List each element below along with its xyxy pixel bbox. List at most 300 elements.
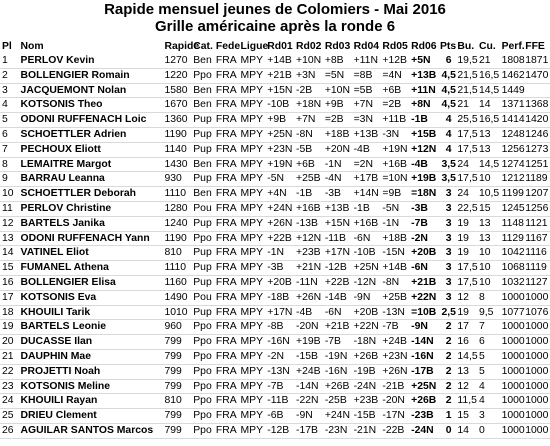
cell-pl: 3	[2, 84, 8, 96]
cell-rd01: -6B	[267, 410, 284, 422]
cell-federation: FRA	[215, 188, 237, 200]
cell-category: Ben	[193, 99, 212, 111]
column-header-rd01: Rd01	[267, 41, 293, 52]
cell-rd05: -13N	[382, 306, 405, 318]
cell-rd03: +20N	[324, 143, 350, 155]
cell-buchholz: 24	[457, 158, 469, 170]
cell-rd05: -15N	[382, 247, 405, 259]
cell-pl: 20	[2, 336, 14, 348]
cell-cumulative: 16,5	[478, 114, 500, 126]
cell-league: MPY	[240, 143, 264, 155]
cell-pl: 2	[2, 69, 8, 81]
cell-cumulative: 7	[478, 321, 485, 333]
cell-rd06: -2N	[411, 232, 428, 244]
cell-ffe: 1121	[525, 217, 548, 229]
cell-name: BARRAU Leanna	[20, 173, 105, 185]
cell-category: Pou	[193, 202, 212, 214]
cell-rd03: +26B	[324, 380, 350, 392]
table-row	[0, 187, 550, 202]
cell-cumulative: 5	[478, 365, 485, 377]
cell-rd03: +18B	[324, 128, 350, 140]
cell-rd03: +9B	[324, 99, 344, 111]
cell-rd02: +16B	[296, 202, 321, 214]
cell-pl: 11	[2, 202, 13, 214]
cell-rd02: +23B	[296, 247, 321, 259]
cell-rd06: -23B	[411, 410, 434, 422]
cell-rating: 799	[164, 424, 182, 436]
cell-buchholz: 17,5	[457, 128, 478, 140]
cell-league: MPY	[240, 202, 264, 214]
cell-performance: 1077	[501, 306, 525, 318]
cell-ffe: 1000	[525, 380, 549, 392]
cell-performance: 1000	[501, 395, 525, 407]
cell-rd01: +26N	[267, 217, 293, 229]
cell-cumulative: 10	[478, 173, 491, 185]
cell-points: 2	[445, 321, 452, 333]
cell-league: MPY	[240, 84, 264, 96]
cell-performance: 1256	[501, 143, 525, 155]
cell-points: 3	[445, 247, 452, 259]
cell-federation: FRA	[215, 55, 237, 66]
cell-points: 2	[445, 365, 452, 377]
cell-rd02: +6B	[296, 158, 315, 170]
cell-rd02: +7N	[296, 114, 316, 126]
column-header-pl: Pl	[2, 41, 12, 52]
cell-rating: 799	[164, 365, 182, 377]
cell-name: KOTSONIS Theo	[20, 99, 103, 111]
cell-performance: 1000	[501, 424, 525, 436]
cell-rating: 1270	[164, 55, 188, 66]
cell-rd06: -17B	[411, 365, 434, 377]
cell-pl: 10	[2, 188, 14, 200]
cell-rd02: -11N	[296, 276, 318, 288]
cell-performance: 1042	[501, 247, 525, 259]
cell-rd06: +12N	[411, 143, 437, 155]
cell-rd04: +13B	[353, 128, 379, 140]
cell-performance: 1000	[501, 321, 525, 333]
cell-ffe: 1420	[525, 114, 549, 126]
cell-rating: 1240	[164, 217, 188, 229]
table-body	[0, 54, 550, 438]
cell-rd06: -16N	[411, 350, 434, 362]
cell-name: KHOUILI Rayan	[20, 395, 98, 407]
cell-rd04: +20B	[353, 306, 379, 318]
cell-rd02: -5B	[296, 143, 313, 155]
cell-rating: 799	[164, 350, 182, 362]
cell-points: 4,5	[441, 99, 456, 111]
cell-pl: 14	[2, 247, 14, 259]
cell-category: Ben	[193, 84, 212, 96]
cell-rd04: +26B	[353, 350, 379, 362]
cell-performance: 1000	[501, 336, 525, 348]
cell-ffe: 1116	[525, 247, 547, 259]
cell-rd02: -17B	[296, 424, 318, 436]
cell-performance: 1032	[501, 276, 525, 288]
cell-rd03: -12B	[324, 262, 347, 274]
cell-ffe: 1871	[525, 55, 549, 66]
cell-rd01: -3B	[267, 262, 284, 274]
cell-league: MPY	[240, 350, 264, 362]
cell-ffe: 1076	[525, 306, 549, 318]
cell-rd02: -15B	[296, 350, 318, 362]
cell-category: Ppo	[193, 232, 212, 244]
column-header-perf: Perf.	[501, 41, 525, 52]
cell-rd04: +17B	[353, 173, 379, 185]
cell-rd06: -14N	[411, 336, 434, 348]
cell-name: BARTELS Leonie	[20, 321, 106, 333]
cell-performance: 1000	[501, 291, 525, 303]
table-row	[0, 142, 550, 157]
cell-rd02: -14N	[296, 380, 319, 392]
cell-name: SCHOETTLER Adrien	[20, 128, 127, 140]
cell-rd02: +26N	[296, 291, 322, 303]
cell-rd04: -12N	[353, 276, 377, 288]
cell-buchholz: 17,5	[457, 173, 478, 185]
cell-rd03: +21B	[324, 321, 350, 333]
cell-rating: 1670	[164, 99, 188, 111]
cell-league: MPY	[240, 276, 264, 288]
table-row	[0, 290, 550, 305]
cell-rd06: -9N	[411, 321, 428, 333]
cell-buchholz: 14,5	[457, 350, 478, 362]
cell-rd01: -13N	[267, 365, 290, 377]
table-row	[0, 349, 550, 364]
cell-name: LEMAITRE Margot	[20, 158, 112, 170]
cell-rating: 799	[164, 336, 182, 348]
cell-rd01: +15N	[267, 84, 293, 96]
cell-rating: 799	[164, 410, 182, 422]
cell-buchholz: 21,5	[457, 84, 478, 96]
table-row	[0, 68, 550, 83]
cell-rd06: +22N	[411, 291, 437, 303]
cell-performance: 1129	[501, 232, 524, 244]
table-row	[0, 320, 550, 335]
cell-rd06: +8N	[411, 99, 431, 111]
standings-table	[0, 39, 550, 439]
cell-rd04: -10B	[353, 247, 376, 259]
cell-performance: 1449	[501, 84, 525, 96]
cell-federation: FRA	[215, 395, 237, 407]
cell-rd01: +24N	[267, 202, 293, 214]
cell-points: 3	[445, 276, 452, 288]
cell-buchholz: 19	[457, 306, 469, 318]
cell-rating: 1190	[164, 232, 187, 244]
cell-name: AGUILAR SANTOS Marcos	[20, 424, 154, 436]
cell-category: Pup	[193, 143, 212, 155]
cell-ffe: 1368	[525, 99, 549, 111]
cell-buchholz: 21	[457, 99, 469, 111]
cell-rd03: +10N	[324, 84, 350, 96]
cell-pl: 16	[2, 276, 14, 288]
cell-buchholz: 24	[457, 188, 469, 200]
cell-rd05: +14B	[382, 262, 407, 274]
cell-category: Ben	[193, 188, 212, 200]
cell-league: MPY	[240, 365, 264, 377]
cell-rd06: =10B	[411, 306, 437, 318]
column-header-rapide: Rapide	[164, 41, 200, 52]
cell-rd01: -7B	[267, 380, 284, 392]
cell-cumulative: 13	[478, 128, 491, 140]
cell-ffe: 1189	[525, 173, 548, 185]
cell-cumulative: 14	[478, 99, 491, 111]
cell-federation: FRA	[215, 158, 237, 170]
cell-pl: 19	[2, 321, 14, 333]
cell-rd05: +18B	[382, 232, 407, 244]
cell-ffe: 1167	[525, 232, 548, 244]
cell-category: Ben	[193, 158, 212, 170]
cell-cumulative: 13	[478, 217, 491, 229]
cell-league: MPY	[240, 306, 264, 318]
cell-rd01: -2N	[267, 350, 284, 362]
cell-rd04: =3N	[353, 114, 373, 126]
cell-performance: 1248	[501, 128, 525, 140]
table-row	[0, 127, 550, 142]
cell-rd05: +23N	[382, 350, 408, 362]
cell-rd06: +19B	[411, 173, 437, 185]
cell-name: VATINEL Eliot	[20, 247, 89, 259]
cell-rd01: -16N	[267, 336, 290, 348]
cell-performance: 1148	[501, 217, 524, 229]
cell-buchholz: 19	[457, 247, 469, 259]
cell-cumulative: 21	[478, 55, 491, 66]
cell-rd05: +24B	[382, 336, 407, 348]
cell-rd01: +22B	[267, 232, 292, 244]
cell-pl: 6	[2, 128, 8, 140]
cell-rd04: -21N	[353, 424, 377, 436]
column-header-cat: Cat.	[193, 41, 213, 52]
cell-pl: 5	[2, 114, 8, 126]
cell-ffe: 1207	[525, 188, 549, 200]
cell-rd03: -25B	[324, 395, 347, 407]
cell-cumulative: 9,5	[478, 306, 494, 318]
table-row	[0, 83, 550, 98]
cell-category: Ben	[193, 55, 212, 66]
cell-category: Pup	[193, 262, 212, 274]
cell-rd04: =2N	[353, 158, 373, 170]
cell-federation: FRA	[215, 321, 237, 333]
cell-federation: FRA	[215, 306, 237, 318]
cell-rd01: +20B	[267, 276, 292, 288]
table-row	[0, 409, 550, 424]
cell-rating: 1110	[164, 262, 187, 274]
cell-rd03: -1N	[324, 158, 342, 170]
table-row	[0, 157, 550, 172]
cell-rd03: -11B	[324, 232, 346, 244]
cell-name: DRIEU Clement	[20, 410, 97, 422]
cell-rd03: -7B	[324, 336, 341, 348]
cell-buchholz: 11,5	[457, 395, 477, 407]
cell-rd02: -13B	[296, 217, 318, 229]
cell-points: 2	[445, 380, 452, 392]
cell-federation: FRA	[215, 202, 237, 214]
cell-points: 3,5	[441, 158, 456, 170]
cell-rd06: =18N	[411, 188, 437, 200]
cell-league: MPY	[240, 247, 264, 259]
table-row	[0, 231, 550, 246]
page-title: Rapide mensuel jeunes de Colomiers - Mai 2016	[104, 1, 446, 18]
cell-rd01: +25N	[267, 128, 293, 140]
cell-federation: FRA	[215, 128, 237, 140]
table-row	[0, 275, 550, 290]
cell-rd02: -8N	[296, 128, 313, 140]
table-row	[0, 305, 550, 320]
cell-rd04: -1B	[353, 202, 370, 214]
cell-points: 4	[445, 114, 452, 126]
cell-rd03: -23N	[324, 424, 348, 436]
cell-points: 6	[445, 55, 452, 66]
column-header-ffe: FFE	[525, 41, 545, 52]
column-header-cu: Cu.	[478, 41, 496, 52]
cell-rating: 1160	[164, 276, 187, 288]
cell-rating: 1280	[164, 202, 188, 214]
cell-cumulative: 4	[478, 380, 485, 392]
cell-rating: 810	[164, 247, 182, 259]
cell-cumulative: 10,5	[478, 188, 500, 200]
table-row	[0, 98, 550, 113]
cell-rd04: -4B	[353, 143, 370, 155]
cell-rd04: -6N	[353, 232, 371, 244]
cell-rd01: +4N	[267, 188, 287, 200]
table-row	[0, 261, 550, 276]
cell-cumulative: 15	[478, 202, 491, 214]
cell-pl: 12	[2, 217, 14, 229]
cell-rd03: -16N	[324, 365, 348, 377]
cell-rd06: -6N	[411, 262, 428, 274]
cell-buchholz: 15	[457, 410, 469, 422]
cell-pl: 1	[2, 55, 8, 66]
cell-rd04: +11N	[353, 55, 378, 66]
cell-performance: 1000	[501, 380, 525, 392]
cell-name: BOLLENGIER Romain	[20, 69, 130, 81]
cell-league: MPY	[240, 173, 264, 185]
cell-name: ODONI RUFFENACH Loic	[20, 114, 147, 126]
cell-league: MPY	[240, 217, 264, 229]
cell-rd02: +3N	[296, 69, 316, 81]
cell-federation: FRA	[215, 114, 237, 126]
cell-federation: FRA	[215, 336, 237, 348]
cell-league: MPY	[240, 114, 264, 126]
cell-points: 2	[445, 395, 452, 407]
cell-rating: 1190	[164, 128, 187, 140]
cell-points: 1	[445, 410, 452, 422]
cell-rd02: +10N	[296, 55, 322, 66]
cell-rating: 1110	[164, 188, 187, 200]
cell-rd05: +11B	[382, 114, 407, 126]
cell-rating: 930	[164, 173, 182, 185]
cell-pl: 9	[2, 173, 8, 185]
cell-league: MPY	[240, 410, 264, 422]
cell-league: MPY	[240, 291, 264, 303]
table-row	[0, 364, 550, 379]
cell-rd05: +19N	[382, 143, 408, 155]
cell-ffe: 1470	[525, 69, 549, 81]
cell-category: Ppo	[193, 424, 212, 436]
cell-name: PROJETTI Noah	[20, 365, 101, 377]
cell-federation: FRA	[215, 424, 237, 436]
cell-category: Ppo	[193, 395, 212, 407]
cell-ffe: 1119	[525, 262, 547, 274]
cell-rd01: -1N	[267, 247, 284, 259]
cell-federation: FRA	[215, 247, 237, 259]
cell-rd04: +25N	[353, 262, 379, 274]
cell-federation: FRA	[215, 173, 237, 185]
cell-rd05: -8N	[382, 276, 400, 288]
cell-buchholz: 19	[457, 217, 469, 229]
cell-rd02: -4B	[296, 306, 313, 318]
cell-federation: FRA	[215, 99, 237, 111]
cell-ffe: 1000	[525, 350, 549, 362]
cell-rd01: -10B	[267, 99, 290, 111]
cell-cumulative: 14,5	[478, 158, 500, 170]
cell-rd05: +12B	[382, 55, 407, 66]
cell-rd03: -4N	[324, 173, 342, 185]
cell-league: MPY	[240, 262, 264, 274]
cell-rd02: +19B	[296, 336, 321, 348]
column-header-pts: Pts	[439, 41, 457, 52]
column-header-fede: Fede	[215, 41, 241, 52]
cell-buchholz: 17,5	[457, 276, 478, 288]
cell-rd03: =2B	[324, 114, 344, 126]
cell-league: MPY	[240, 99, 264, 111]
cell-pl: 23	[2, 380, 14, 392]
cell-cumulative: 6	[478, 336, 485, 348]
cell-rd02: +25B	[296, 173, 321, 185]
cell-rd03: +24N	[324, 410, 350, 422]
cell-cumulative: 13	[478, 232, 491, 244]
cell-rd05: -7B	[382, 321, 399, 333]
cell-rd03: +8B	[324, 55, 344, 66]
cell-name: KOTSONIS Meline	[20, 380, 111, 392]
cell-rating: 1010	[164, 306, 188, 318]
cell-category: Pup	[193, 173, 212, 185]
cell-pl: 4	[2, 99, 8, 111]
cell-performance: 1212	[501, 173, 525, 185]
cell-cumulative: 4	[478, 395, 485, 407]
cell-name: BOLLENGIER Elisa	[20, 276, 116, 288]
cell-rd02: -2B	[296, 84, 313, 96]
cell-rd06: +5N	[411, 55, 431, 66]
cell-category: Ppo	[193, 336, 212, 348]
cell-points: 3	[445, 291, 452, 303]
cell-performance: 1414	[501, 114, 525, 126]
table-row	[0, 379, 550, 394]
cell-cumulative: 10	[478, 262, 491, 274]
cell-rd04: =5B	[353, 84, 373, 96]
cell-rating: 1430	[164, 158, 188, 170]
cell-points: 3,5	[441, 173, 456, 185]
header-row	[0, 39, 550, 54]
cell-points: 4,5	[441, 69, 456, 81]
cell-buchholz: 12	[457, 380, 469, 392]
cell-rd03: +22B	[324, 276, 350, 288]
cell-rd04: +23B	[353, 395, 379, 407]
column-header-nom: Nom	[20, 41, 44, 52]
table-row	[0, 201, 550, 216]
cell-rating: 810	[164, 395, 182, 407]
cell-rd05: -5N	[382, 202, 400, 214]
cell-pl: 7	[2, 143, 8, 155]
cell-ffe: 1000	[525, 410, 549, 422]
table-row	[0, 172, 550, 187]
cell-buchholz: 22,5	[457, 202, 478, 214]
cell-rd05: =4N	[382, 69, 402, 81]
cell-cumulative: 5	[478, 350, 485, 362]
cell-points: 2	[445, 350, 452, 362]
cell-rd06: -4B	[411, 158, 428, 170]
cell-ffe: 1246	[525, 128, 549, 140]
cell-federation: FRA	[215, 276, 237, 288]
cell-cumulative: 0	[478, 424, 485, 436]
